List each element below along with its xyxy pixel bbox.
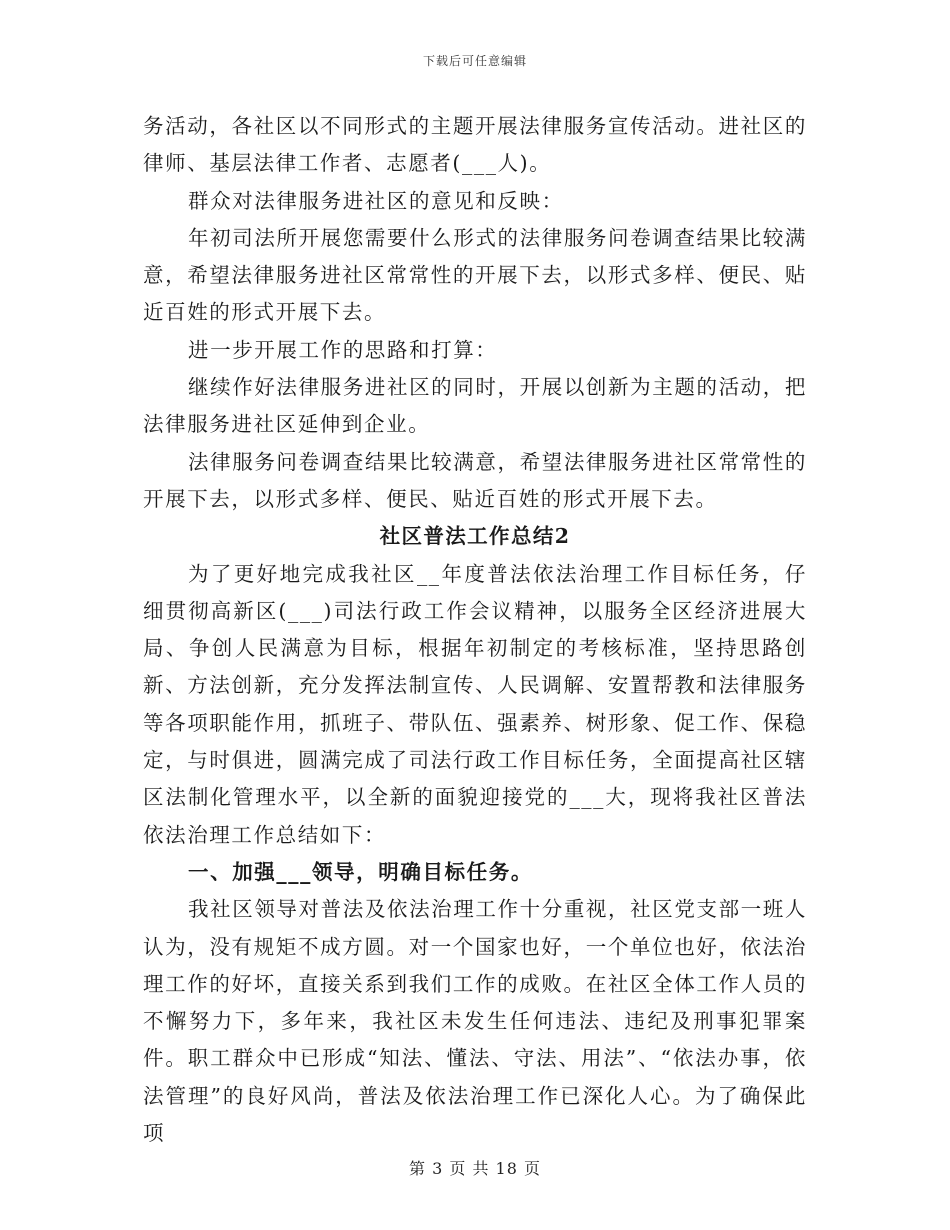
section-title: 社区普法工作总结2: [379, 524, 571, 549]
body-paragraph: 我社区领导对普法及依法治理工作十分重视，社区党支部一班人认为，没有规矩不成方圆。对一个国家也好，一个单位也好，依法治理工作的好坏，直接关系到我们工作的成败。在社区全体工作人员的不懈努力下，多年来，我社区未发生任何违法、违纪及刑事犯罪案件。职工群众中已形成“知法、懂法、守法、用法”、“依法办事，依法管理”的良好风尚，普法及依法治理工作已深化人心。为了确保此项: [143, 897, 807, 1146]
paragraph: 进一步开展工作的思路和打算：: [188, 337, 498, 362]
paragraph: 年初司法所开展您需要什么形式的法律服务问卷调查结果比较满意，希望法律服务进社区常常性的开展下去，以形式多样、便民、贴近百姓的形式开展下去。: [143, 225, 807, 325]
paragraph: 继续作好法律服务进社区的同时，开展以创新为主题的活动，把法律服务进社区延伸到企业。: [143, 375, 807, 437]
page-number-footer: 第 3 页 共 18 页: [409, 1159, 541, 1178]
document-body: [143, 108, 807, 1152]
paragraph: 法律服务问卷调查结果比较满意，希望法律服务进社区常常性的开展下去，以形式多样、便民、贴近百姓的形式开展下去。: [143, 449, 807, 511]
page-header-note: 下载后可任意编辑: [422, 54, 527, 68]
paragraph: 群众对法律服务进社区的意见和反映：: [188, 188, 564, 213]
intro-paragraph: 为了更好地完成我社区__年度普法依法治理工作目标任务，仔细贯彻高新区(___)司法行政工作会议精神，以服务全区经济进展大局、争创人民满意为目标，根据年初制定的考核标准，坚持思路创新、方法创新，充分发挥法制宣传、人民调解、安置帮教和法律服务等各项职能作用，抓班子、带队伍、强素养、树形象、促工作、保稳定，与时俱进，圆满完成了司法行政工作目标任务，全面提高社区辖区法制化管理水平，以全新的面貌迎接党的___大，现将我社区普法依法治理工作总结如下：: [143, 561, 807, 847]
heading-1: 一、加强___领导，明确目标任务。: [188, 859, 533, 884]
paragraph: 务活动，各社区以不同形式的主题开展法律服务宣传活动。进社区的律师、基层法律工作者、志愿者(___人)。: [143, 114, 807, 176]
section-1-paragraphs: [143, 108, 807, 518]
